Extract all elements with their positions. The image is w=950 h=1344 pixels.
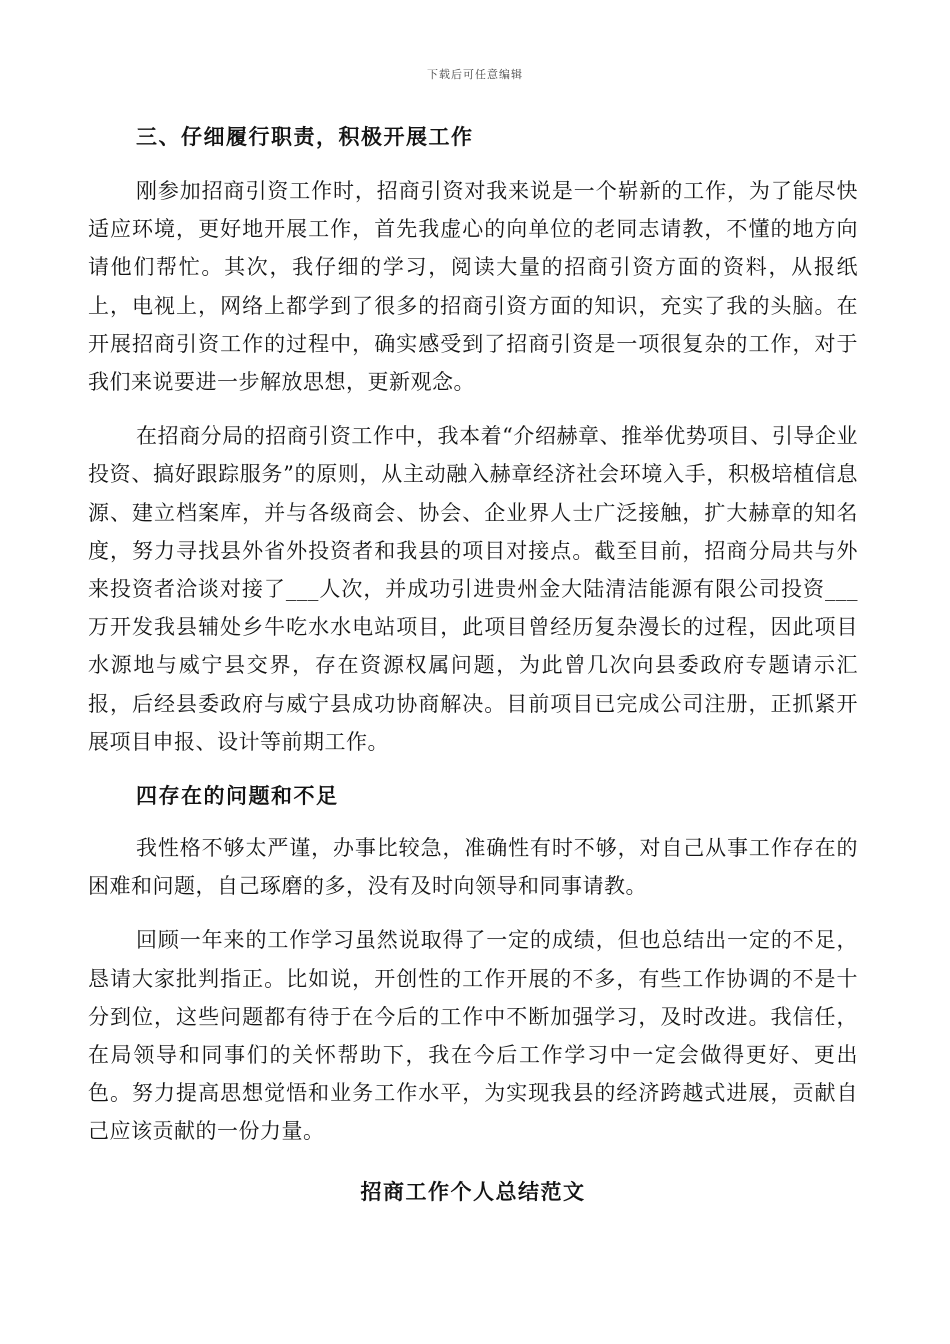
section-heading-4: 四存在的问题和不足: [136, 783, 339, 809]
section-heading-3: 三、仔细履行职责，积极开展工作: [136, 124, 474, 149]
next-document-title: 招商工作个人总结范文: [360, 1178, 586, 1204]
paragraph-3: 我性格不够太严谨，办事比较急，准确性有时不够，对自己从事工作存在的困难和问题，自己琢磨的多，没有及时向领导和同事请教。: [88, 836, 858, 899]
header-note: 下载后可任意编辑: [427, 68, 523, 81]
document-body: [88, 116, 858, 1213]
paragraph-2: 在招商分局的招商引资工作中，我本着“介绍赫章、推举优势项目、引导企业投资、搞好跟踪服务”的原则，从主动融入赫章经济社会环境入手，积极培植信息源、建立档案库，并与各级商会、协会、企业界人士广泛接触，扩大赫章的知名度，努力寻找县外省外投资者和我县的项目对接点。截至目前，招商分局共与外来投资者洽谈对接了___人次，并成功引进贵州金大陆清洁能源有限公司投资___万开发我县辅处乡牛吃水水电站项目，此项目曾经历复杂漫长的过程，因此项目水源地与威宁县交界，存在资源权属问题，为此曾几次向县委政府专题请示汇报，后经县委政府与威宁县成功协商解决。目前项目已完成公司注册，正抓紧开展项目申报、设计等前期工作。: [88, 424, 858, 754]
paragraph-1: 刚参加招商引资工作时，招商引资对我来说是一个崭新的工作，为了能尽快适应环境，更好地开展工作，首先我虚心的向单位的老同志请教，不懂的地方向请他们帮忙。其次，我仔细的学习，阅读大量的招商引资方面的资料，从报纸上，电视上，网络上都学到了很多的招商引资方面的知识，充实了我的头脑。在开展招商引资工作的过程中，确实感受到了招商引资是一项很复杂的工作，对于我们来说要进一步解放思想，更新观念。: [88, 179, 858, 395]
paragraph-4: 回顾一年来的工作学习虽然说取得了一定的成绩，但也总结出一定的不足，恳请大家批判指正。比如说，开创性的工作开展的不多，有些工作协调的不是十分到位，这些问题都有待于在今后的工作中不断加强学习，及时改进。我信任，在局领导和同事们的关怀帮助下，我在今后工作学习中一定会做得更好、更出色。努力提高思想觉悟和业务工作水平，为实现我县的经济跨越式进展，贡献自己应该贡献的一份力量。: [88, 928, 858, 1144]
